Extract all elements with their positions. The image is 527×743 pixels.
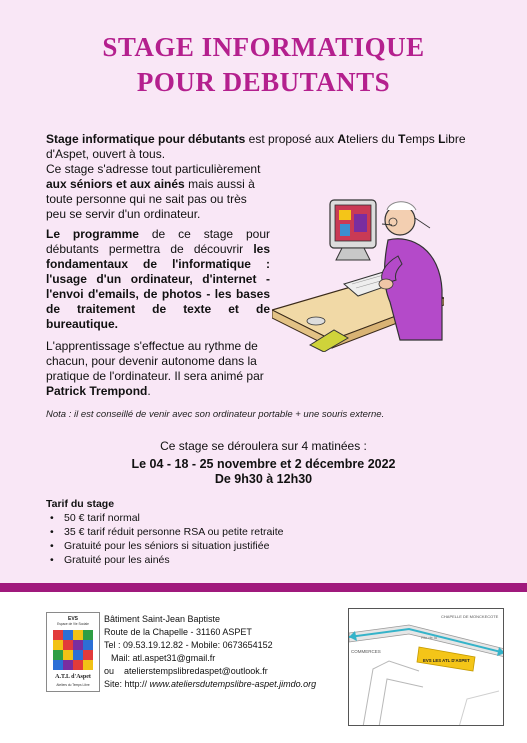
- instructor-name: Patrick Trempond: [46, 384, 148, 398]
- intro-text-t: emps: [405, 132, 439, 146]
- audience-bold: aux séniors et aux ainés: [46, 177, 185, 191]
- flyer-title: [0, 30, 527, 100]
- evs-atl-logo: [46, 612, 100, 692]
- intro-bold: Stage informatique pour débutants: [46, 132, 246, 146]
- site-label: Site: http://: [104, 679, 148, 689]
- rhythm-paragraph: [46, 339, 272, 399]
- audience-paragraph: [46, 162, 270, 222]
- schedule-hours: De 9h30 à 12h30: [214, 472, 313, 486]
- audience-text-1: Ce stage s'adresse tout particulièrement: [46, 162, 261, 176]
- logo-subtitle: Espace de Vie Sociale: [57, 622, 89, 626]
- program-text: de ce stage pour débutants permettra de découvrir: [46, 227, 270, 256]
- intro-letter-t: T: [398, 132, 406, 146]
- intro-text-l: ibre d'Aspet, ouvert à tous.: [46, 132, 466, 161]
- audience-text-2: mais aussi à toute personne qui ne sait pas ou très peu se servir d'un ordinateur.: [46, 177, 255, 221]
- tarif-item: • Gratuité pour les ainés: [46, 553, 283, 567]
- rhythm-text: L'apprentissage s'effectue au rythme de chacun, pour devenir autonome dans la pratique de l'ordinateur. Il sera animé par: [46, 339, 264, 383]
- title-line-1: STAGE INFORMATIQUE: [102, 32, 425, 62]
- logo-tagline: Ateliers du Temps Libre: [56, 683, 90, 687]
- divider-bar: [0, 583, 527, 592]
- note: Nota : il est conseillé de venir avec son ordinateur portable + une souris externe.: [46, 409, 385, 420]
- program-bold-2: les fondamentaux de l'informatique : l'usage d'un ordinateur, d'internet - l'envoi d'emails, de photos - les bases de traitement de texte et de bureautique.: [46, 242, 270, 331]
- intro-letter-a: A: [337, 132, 347, 146]
- contact-mail2-line: [104, 665, 316, 678]
- location-map: [348, 608, 504, 726]
- map-label-road: Rte de la: [421, 635, 438, 640]
- logo-name: A.T.L d'Aspet: [55, 674, 91, 680]
- intro-letter-l: L: [438, 132, 446, 146]
- or-label: ou: [104, 666, 115, 676]
- mail-link[interactable]: atl.aspet31@gmail.fr: [132, 653, 216, 663]
- tarif-item: • Gratuité pour les séniors si situation justifiée: [46, 539, 283, 553]
- schedule-intro: Ce stage se déroulera sur 4 matinées :: [160, 439, 367, 453]
- tarif-title: Tarif du stage: [46, 498, 115, 510]
- map-drawing: [349, 609, 504, 726]
- intro-text-a: teliers du: [346, 132, 399, 146]
- map-label-commerces: COMMERCES: [351, 649, 381, 654]
- tarif-item: • 35 € tarif réduit personne RSA ou petite retraite: [46, 525, 283, 539]
- mail-label: Mail:: [111, 653, 133, 663]
- intro-text: est proposé aux: [245, 132, 338, 146]
- logo-mosaic-icon: [53, 630, 93, 670]
- map-label-chapelle: CHAPELLE DE MONCKECOTE: [441, 614, 499, 619]
- site-link[interactable]: www.ateliersdutempslibre-aspet.jimdo.org: [149, 679, 317, 689]
- program-paragraph: [46, 227, 270, 332]
- contact-phone: Tel : 09.53.19.12.82 - Mobile: 0673654152: [104, 640, 273, 650]
- rhythm-end: .: [147, 384, 151, 398]
- mail2-link[interactable]: atelierstempslibredaspet@outlook.fr: [124, 666, 268, 676]
- intro-paragraph: [46, 132, 480, 162]
- program-bold-1: Le programme: [46, 227, 139, 241]
- tarif-item: • 50 € tarif normal: [46, 511, 283, 525]
- contact-mail-line: [104, 652, 316, 665]
- contact-site-line: [104, 678, 316, 691]
- contact-block: [104, 613, 316, 691]
- tarif-list: [46, 511, 283, 567]
- senior-at-computer-illustration: [272, 180, 444, 352]
- contact-building: Bâtiment Saint-Jean Baptiste: [104, 614, 221, 624]
- title-line-2: POUR DEBUTANTS: [136, 67, 391, 97]
- map-label-building: EVS LES ATL D'ASPET: [423, 658, 470, 663]
- contact-address: Route de la Chapelle - 31160 ASPET: [104, 627, 252, 637]
- logo-evs-text: EVS: [67, 616, 78, 622]
- schedule-dates: Le 04 - 18 - 25 novembre et 2 décembre 2022: [131, 457, 396, 471]
